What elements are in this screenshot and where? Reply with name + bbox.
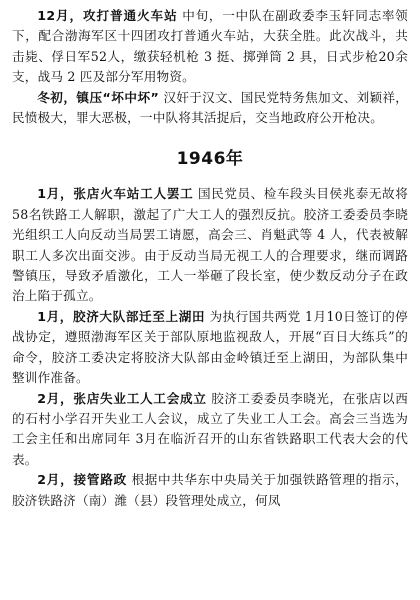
entry-jan-strike: [12, 184, 408, 306]
entry-feb-railway: [12, 470, 408, 511]
entry-lead: 1月，张店火车站工人罢工: [37, 186, 194, 202]
entry-jan-hq-move: [12, 307, 408, 389]
entry-lead: 2月，张店失业工人工会成立: [37, 390, 207, 406]
entry-text: 国民党员、检车段头目侯兆泰无故将58名铁路工人解职，激起了广大工人的强烈反抗。胶济工委委员李晓光组织工人向反动当局罢工请愿，高会三、肖魁武等 4 人，代表被解职工人多次出面交涉。由于反动当局无视工人的合理要求，继而调路警镇压，导致矛盾激化，工人一举砸了段长室，使少数反动分子在政治上陷于孤立。: [12, 186, 408, 304]
entry-text: 根据中共华东中央局关于加强铁路管理的指示，胶济铁路济（南）潍（县）段管理处成立，何凤: [12, 472, 408, 508]
entry-lead: 12月，攻打普通火车站: [37, 8, 178, 23]
entry-text: 汉奸于汉文、国民党特务焦加文、刘颖祥，民愤极大，罪大恶极，一中队将其活捉后，交当地政府公开枪决。: [12, 89, 408, 126]
year-heading: 1946年: [176, 149, 244, 170]
entry-dec-attack-station: [12, 6, 408, 88]
entry-lead: 2月，接管路政: [37, 472, 128, 488]
entry-lead: 冬初，镇压“坏中坏”: [37, 89, 160, 105]
entry-text: 胶济工委委员李晓光，在张店以西的石村小学召开失业工人会议，成立了失业工人工会。高会三当选为工会主任和出席同年 3月在临沂召开的山东省铁路职工代表大会的代表。: [12, 390, 408, 467]
entry-text: 为执行国共两党 1月10日签订的停战协定，遵照渤海军区关于部队原地监视敌人，开展“百日大练兵”的命令，胶济工委决定将胶济大队部由金岭镇迁至上湖田，为部队集中整训作准备。: [12, 308, 408, 386]
entry-winter-suppression: [12, 88, 408, 129]
entry-text: 中旬，一中队在副政委李玉轩同志率领下，配合渤海军区十四团攻打普通火车站，大获全胜。此次战斗，共击毙、俘日军52人，缴获轻机枪 3 挺、掷弹筒 2 具，日式步枪20余支，战马 2 匹及部分军用物资。: [12, 8, 408, 85]
entry-feb-union: [12, 389, 408, 471]
entry-lead: 1月，胶济大队部迁至上湖田: [37, 308, 206, 324]
